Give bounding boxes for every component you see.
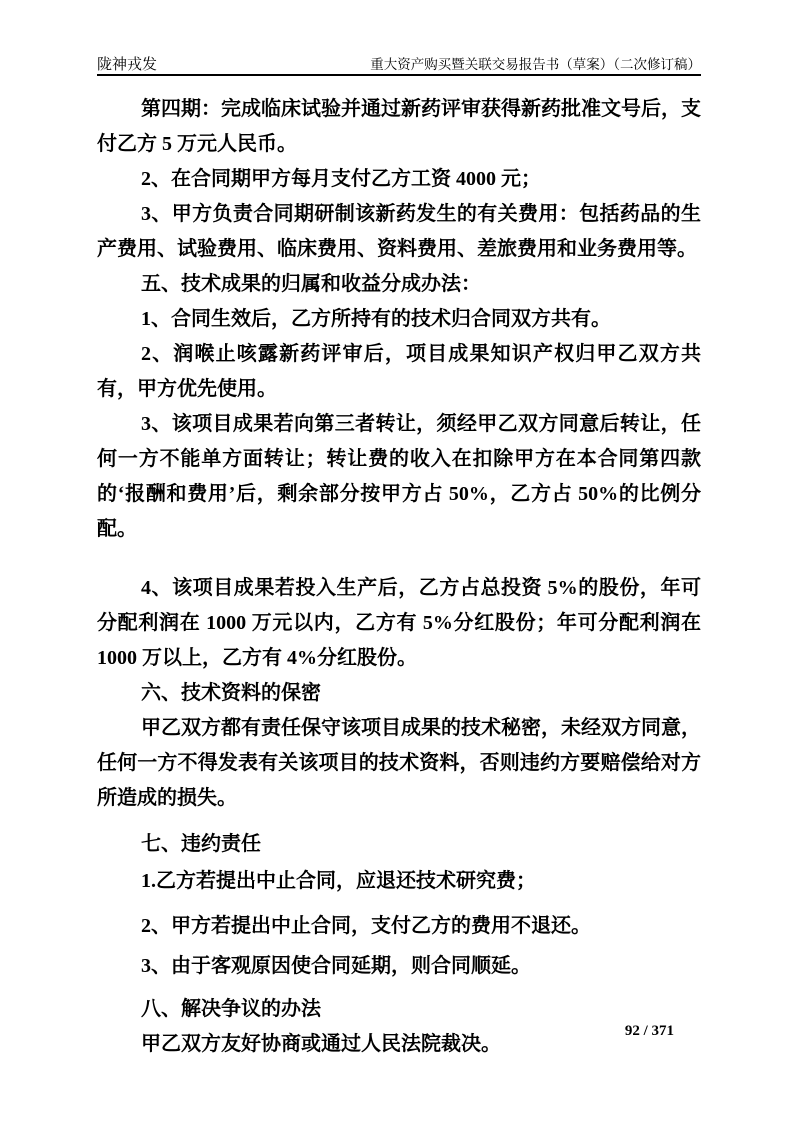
page-header [97,57,701,73]
paragraph: 2、在合同期甲方每月支付乙方工资 4000 元； [141,168,541,190]
paragraph: 甲乙双方友好协商或通过人民法院裁决。 [141,1033,501,1055]
paragraph: 3、甲方负责合同期研制该新药发生的有关费用：包括药品的生产费用、试验费用、临床费用、资料费用、差旅费用和业务费用等。 [97,203,701,260]
page-number: 92 / 371 [624,1023,674,1039]
paragraph: 3、由于客观原因使合同延期，则合同顺延。 [141,955,531,977]
header-divider-line [97,74,701,76]
paragraph: 1、合同生效后，乙方所持有的技术归合同双方共有。 [141,308,611,330]
paragraph: 七、违约责任 [141,833,261,855]
paragraph: 八、解决争议的办法 [141,998,321,1020]
paragraph: 1.乙方若提出中止合同，应退还技术研究费； [141,870,536,892]
document-body [97,92,701,1062]
header-company-name: 陇神戎发 [97,57,158,73]
paragraph: 甲乙双方都有责任保守该项目成果的技术秘密，未经双方同意，任何一方不得发表有关该项目的技术资料，否则违约方要赔偿给对方所造成的损失。 [97,717,701,809]
paragraph: 2、润喉止咳露新药评审后，项目成果知识产权归甲乙双方共有，甲方优先使用。 [97,343,701,400]
paragraph: 2、甲方若提出中止合同，支付乙方的费用不退还。 [141,915,591,937]
paragraph: 六、技术资料的保密 [141,682,321,704]
paragraph: 五、技术成果的归属和收益分成办法： [141,273,481,295]
header-report-title: 重大资产购买暨关联交易报告书（草案）（二次修订稿） [370,57,701,72]
paragraph: 3、该项目成果若向第三者转让，须经甲乙双方同意后转让，任何一方不能单方面转让；转让费的收入在扣除甲方在本合同第四款的‘报酬和费用’后，剩余部分按甲方占 50%，乙方占 50%的比例分配。 [97,413,701,540]
paragraph: 第四期：完成临床试验并通过新药评审获得新药批准文号后，支付乙方 5 万元人民币。 [97,98,701,155]
paragraph: 4、该项目成果若投入生产后，乙方占总投资 5%的股份，年可分配利润在 1000 万元以内，乙方有 5%分红股份；年可分配利润在 1000 万以上，乙方有 4%分红股份。 [97,577,701,669]
